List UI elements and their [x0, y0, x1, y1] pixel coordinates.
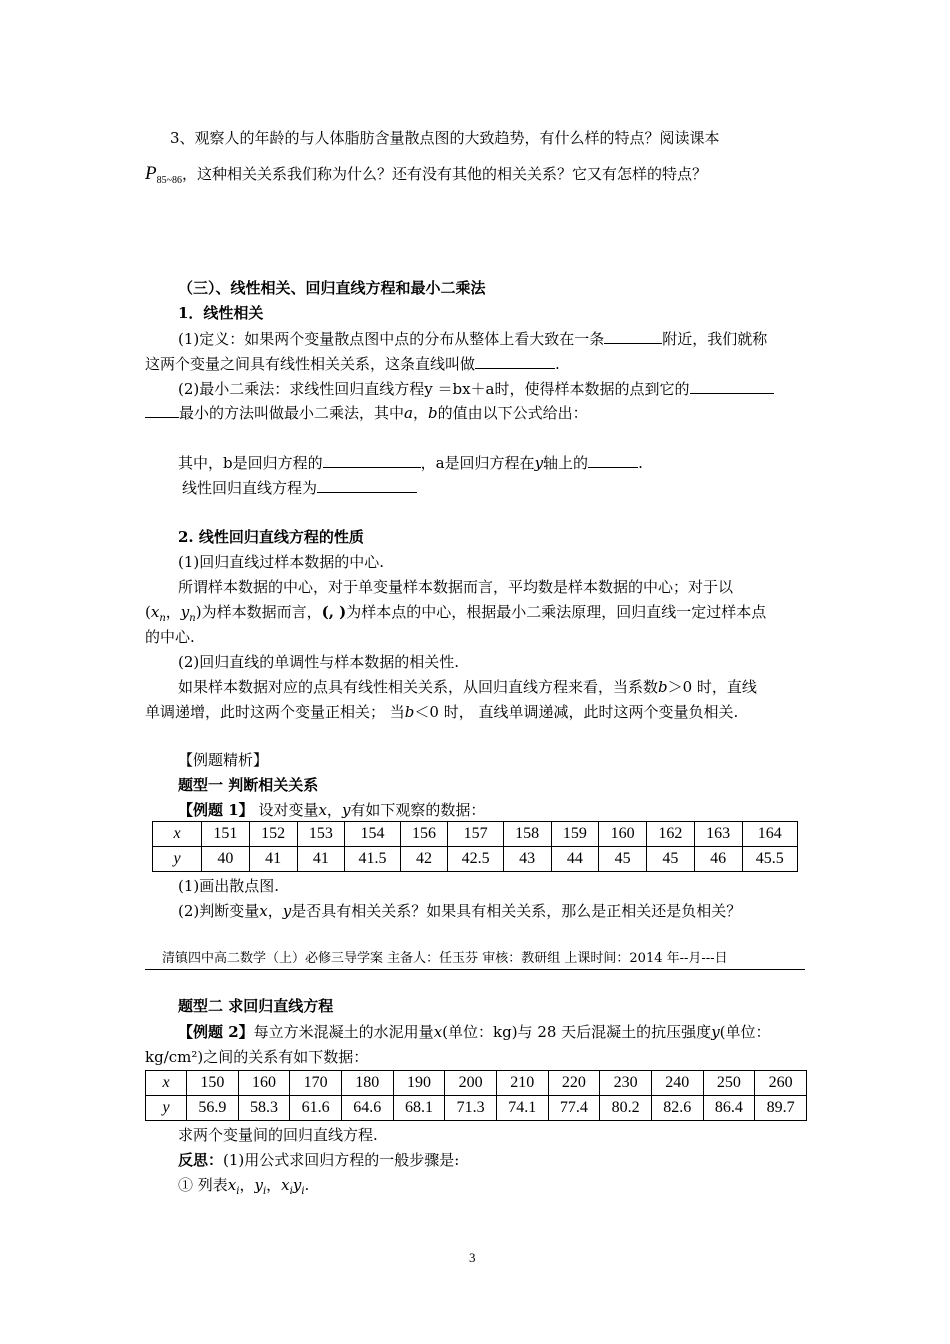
- table2-cell: 210: [496, 1071, 548, 1096]
- where-text-a: 其中，b是回归方程的: [178, 454, 323, 472]
- table1-cell: 162: [647, 822, 695, 847]
- property-2-text-c: ＞0 时，直线: [667, 678, 757, 696]
- where-line: [178, 452, 643, 473]
- definition-line2: [145, 353, 560, 374]
- table2-row-x: [146, 1071, 807, 1096]
- property-2-text-d: 单调递增，此时这两个变量正相关； 当: [145, 703, 405, 721]
- table1-row-x: [153, 822, 798, 847]
- var-y: y: [282, 902, 292, 920]
- var-b: b: [404, 703, 415, 721]
- table2-cell: 220: [548, 1071, 600, 1096]
- property-1-text-a: 为样本数据而言，: [201, 603, 322, 621]
- example2-intro: [178, 1022, 771, 1042]
- table1-cell: 159: [551, 822, 599, 847]
- var-x: x: [259, 902, 268, 920]
- var-y: y: [711, 1023, 720, 1041]
- course-footer: 清镇四中高二数学（上）必修三导学案 主备人：任玉芬 审核：教研组 上课时间：2014 年--月---日: [162, 951, 728, 966]
- reflection-text: (1)用公式求回归方程的一般步骤是:: [223, 1151, 460, 1169]
- definition-line1: [178, 328, 767, 349]
- var-y: y: [534, 454, 544, 472]
- table1-cell: 45: [599, 847, 647, 872]
- footer-rule: [145, 969, 805, 970]
- table2-cell: 56.9: [187, 1096, 239, 1121]
- examples-heading: 【例题精析】: [178, 751, 269, 769]
- comma: ，: [326, 801, 342, 819]
- where-text-c: 轴上的: [543, 454, 589, 472]
- sub-i: i: [236, 1186, 240, 1197]
- table1-cell: 42: [400, 847, 448, 872]
- definition-text-d: .: [555, 355, 560, 373]
- blank-line-equation: [317, 477, 417, 493]
- var-y: y: [180, 603, 190, 621]
- sub-n: n: [159, 613, 166, 624]
- comma: ，: [267, 902, 283, 920]
- property-1-desc-3: 的中心.: [145, 628, 195, 646]
- q3-line2: [145, 164, 707, 191]
- reflection-label: 反思：: [178, 1151, 224, 1169]
- example1-text-b: 有如下观察的数据：: [350, 801, 486, 819]
- property-1: (1)回归直线过样本数据的中心.: [178, 553, 385, 571]
- table2-cell: 58.3: [238, 1096, 290, 1121]
- var-x: x: [150, 603, 160, 621]
- table2-cell: 89.7: [755, 1096, 807, 1121]
- table1-cell: 41: [297, 847, 345, 872]
- table1-cell: 40: [202, 847, 250, 872]
- table2-cell: 250: [703, 1071, 755, 1096]
- var-y: y: [254, 1176, 263, 1194]
- least-squares-text-c: 的值由以下公式给出：: [437, 404, 588, 422]
- table2-cell: 170: [290, 1071, 342, 1096]
- table2-cell: 71.3: [445, 1096, 497, 1121]
- table2-cell: 200: [445, 1071, 497, 1096]
- table2-cell: 68.1: [393, 1096, 445, 1121]
- var-a: a: [404, 404, 413, 422]
- table2-header-y: y: [146, 1096, 187, 1121]
- table2-cell: 240: [651, 1071, 703, 1096]
- property-2: (2)回归直线的单调性与样本数据的相关性.: [178, 653, 460, 671]
- var-y: y: [341, 801, 351, 819]
- comma: ，: [165, 603, 181, 621]
- paren-close: ): [195, 603, 202, 621]
- comma: ，: [412, 404, 428, 422]
- example2-label: 【例题 2】: [178, 1023, 254, 1041]
- paren-open: (: [145, 603, 151, 621]
- period: .: [304, 1176, 310, 1194]
- least-squares-line2: [145, 402, 588, 423]
- table1-header-x: x: [153, 822, 202, 847]
- table2-cell: 61.6: [290, 1096, 342, 1121]
- example1-text-a: 设对变量: [253, 801, 319, 819]
- definition-text-c: 这两个变量之间具有线性相关关系，这条直线叫做: [145, 355, 476, 373]
- definition-text-a: (1)定义：如果两个变量散点图中点的分布从整体上看大致在一条: [178, 330, 605, 348]
- center-point: (, ): [321, 603, 347, 621]
- blank-line-name: [475, 353, 555, 369]
- table2-header-x: x: [146, 1071, 187, 1096]
- section3-title: （三）、线性相关、回归直线方程和最小二乘法: [178, 279, 486, 297]
- var-x: x: [318, 801, 327, 819]
- table1-cell: 45.5: [742, 847, 797, 872]
- table1-cell: 153: [297, 822, 345, 847]
- table1-header-y: y: [153, 847, 202, 872]
- table2-cell: 190: [393, 1071, 445, 1096]
- property-2-desc-2: [145, 702, 738, 722]
- comma: ，: [266, 1176, 282, 1194]
- table2-cell: 86.4: [703, 1096, 755, 1121]
- type1-title: 题型一 判断相关关系: [178, 776, 319, 794]
- table2-cell: 180: [341, 1071, 393, 1096]
- table1-cell: 164: [742, 822, 797, 847]
- var-x: x: [433, 1023, 443, 1041]
- table1-cell: 46: [694, 847, 742, 872]
- table2-cell: 150: [187, 1071, 239, 1096]
- table1-cell: 43: [503, 847, 551, 872]
- table1-cell: 156: [400, 822, 448, 847]
- var-x: x: [281, 1176, 290, 1194]
- table1-cell: 157: [448, 822, 503, 847]
- blank-line-distance-1: [690, 378, 774, 394]
- table2-cell: 230: [600, 1071, 652, 1096]
- table1-cell: 41: [249, 847, 297, 872]
- equation-label: 线性回归直线方程为: [182, 479, 318, 497]
- q3-line2-text: ，这种相关关系我们称为什么？还有没有其他的相关关系？它又有怎样的特点？: [182, 165, 708, 183]
- equation-line: [182, 477, 417, 498]
- table2-cell: 260: [755, 1071, 807, 1096]
- var-b: b: [658, 678, 668, 696]
- step-1: [178, 1175, 309, 1202]
- page-number: 3: [469, 1250, 476, 1265]
- table1-cell: 151: [202, 822, 250, 847]
- property-2-text-e: ＜0 时， 直线单调递减，此时这两个变量负相关.: [414, 703, 739, 721]
- blank-line-slope: [323, 452, 421, 468]
- property-1-desc-1: 所谓样本数据的中心，对于单变量样本数据而言，平均数是样本数据的中心；对于以: [178, 578, 734, 596]
- data-table-2: [145, 1070, 807, 1121]
- var-b: b: [427, 404, 438, 422]
- blank-line-near: [604, 328, 662, 344]
- sub-n: n: [189, 613, 196, 624]
- var-x: x: [227, 1176, 237, 1194]
- type2-title: 题型二 求回归直线方程: [178, 997, 334, 1015]
- where-text-d: .: [638, 454, 643, 472]
- example1-label: 【例题 1】: [178, 801, 254, 819]
- example2-text-b: (单位：kg)与 28 天后混凝土的抗压强度: [442, 1023, 712, 1041]
- table1-cell: 42.5: [448, 847, 503, 872]
- where-text-b: ，a是回归方程在: [420, 454, 535, 472]
- example2-ask: 求两个变量间的回归直线方程.: [178, 1126, 378, 1144]
- table1-row-y: [153, 847, 798, 872]
- table1-cell: 158: [503, 822, 551, 847]
- least-squares-line1: [178, 378, 774, 399]
- table2-row-y: [146, 1096, 807, 1121]
- example1-intro: [178, 800, 485, 820]
- p-subscript: 85~86: [156, 175, 183, 186]
- table2-cell: 77.4: [548, 1096, 600, 1121]
- comma: ，: [239, 1176, 255, 1194]
- table1-cell: 163: [694, 822, 742, 847]
- property-2-desc-1: [178, 677, 757, 697]
- table1-cell: 44: [551, 847, 599, 872]
- blank-line-distance-2: [145, 402, 179, 418]
- least-squares-text-b: 最小的方法叫做最小二乘法，其中: [179, 404, 405, 422]
- properties-title: 2. 线性回归直线方程的性质: [178, 528, 364, 546]
- table1-cell: 152: [249, 822, 297, 847]
- table1-cell: 160: [599, 822, 647, 847]
- var-y: y: [292, 1176, 302, 1194]
- table1-cell: 45: [647, 847, 695, 872]
- table2-cell: 74.1: [496, 1096, 548, 1121]
- section3-sub1: 1．线性相关: [178, 304, 264, 322]
- reflection-line: [178, 1150, 459, 1170]
- example1-q1: (1)画出散点图.: [178, 877, 280, 895]
- property-1-text-b: 为样本点的中心，根据最小二乘法原理，回归直线一定过样本点: [346, 603, 767, 621]
- example2-intro-2: kg/cm²)之间的关系有如下数据：: [145, 1048, 369, 1066]
- blank-line-intercept: [588, 452, 638, 468]
- p-symbol: P: [145, 163, 157, 184]
- property-1-desc-2: [145, 602, 766, 629]
- least-squares-text-a: (2)最小二乘法：求线性回归直线方程y ＝bx＋a时，使得样本数据的点到它的: [178, 380, 690, 398]
- example1-q2-text-b: 是否具有相关关系？如果具有相关关系，那么是正相关还是负相关？: [291, 902, 742, 920]
- property-2-text-a: 如果样本数据对应的点具有线性相关关系，从回归直线方程来看，当系数: [178, 678, 659, 696]
- example2-text-c: (单位：: [719, 1023, 771, 1041]
- q3-line1: 3、观察人的年龄的与人体脂肪含量散点图的大致趋势，有什么样的特点？阅读课本: [170, 129, 720, 147]
- table2-cell: 80.2: [600, 1096, 652, 1121]
- table2-cell: 64.6: [341, 1096, 393, 1121]
- data-table-1: [152, 821, 798, 872]
- table2-cell: 160: [238, 1071, 290, 1096]
- table1-cell: 154: [345, 822, 400, 847]
- table1-cell: 41.5: [345, 847, 400, 872]
- example1-q2: [178, 901, 741, 921]
- example1-q2-text-a: (2)判断变量: [178, 902, 260, 920]
- sub-i: i: [262, 1186, 267, 1197]
- step1-text: ① 列表: [178, 1176, 228, 1194]
- sub-i: i: [301, 1186, 305, 1197]
- definition-text-b: 附近，我们就称: [662, 330, 768, 348]
- sub-i: i: [289, 1186, 293, 1197]
- table2-cell: 82.6: [651, 1096, 703, 1121]
- example2-text-a: 每立方米混凝土的水泥用量: [253, 1023, 434, 1041]
